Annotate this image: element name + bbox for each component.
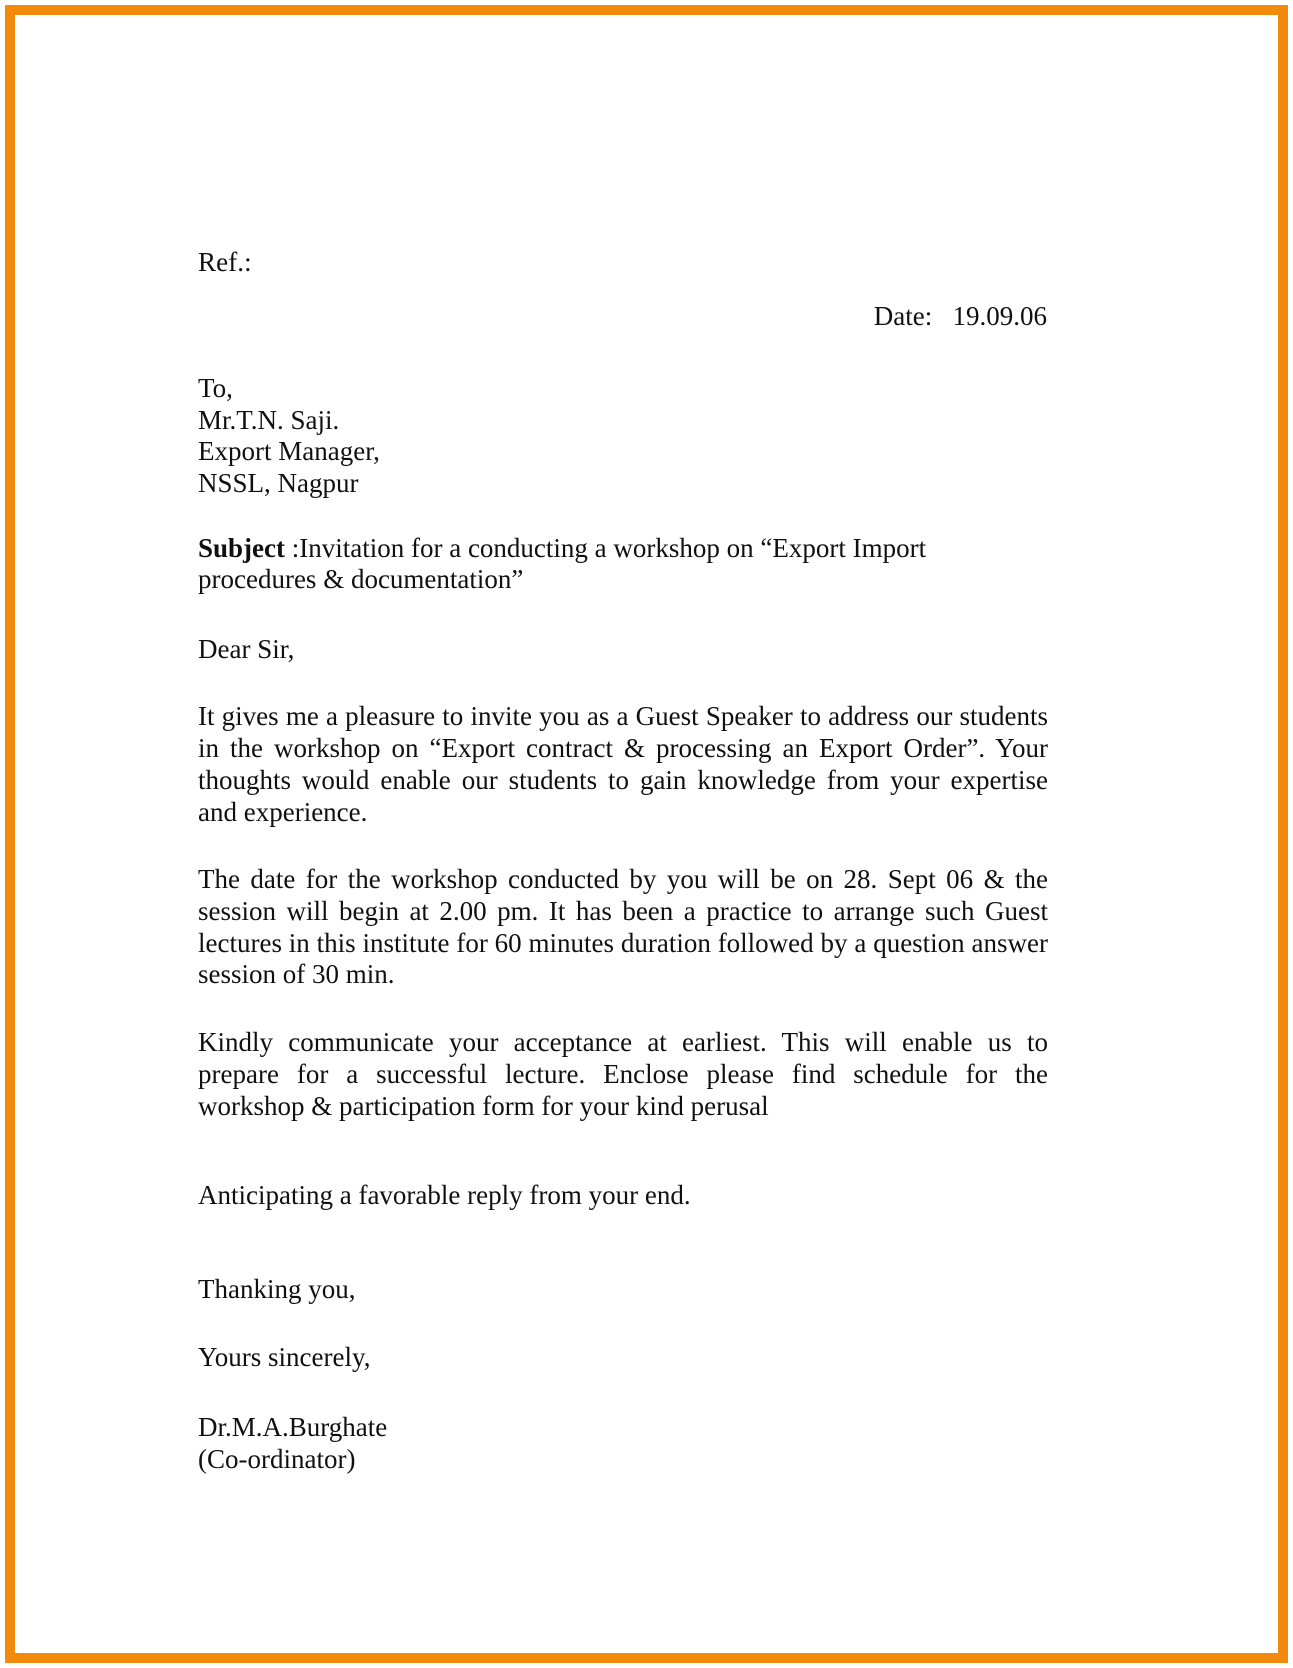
subject-label: Subject <box>198 533 285 564</box>
body-paragraph-1: It gives me a pleasure to invite you as a Guest Speaker to address our students in the workshop on “Export contract & processing an Export Order”. Your thoughts would enable our students to gain knowledge from your expertise and experience. <box>198 701 1048 827</box>
recipient-designation: Export Manager, <box>198 436 380 467</box>
subject-line <box>198 533 988 595</box>
subject-text: :Invitation for a conducting a workshop on “Export Import procedures & documentation” <box>198 533 927 595</box>
recipient-name: Mr.T.N. Saji. <box>198 404 340 435</box>
signature-block <box>198 1412 1048 1476</box>
letter-sheet <box>15 15 1278 1653</box>
recipient-address-block <box>198 373 1048 500</box>
closing-thanking: Thanking you, <box>198 1273 356 1304</box>
recipient-to-label: To, <box>198 372 233 403</box>
signatory-name: Dr.M.A.Burghate <box>198 1411 388 1442</box>
salutation: Dear Sir, <box>198 633 295 664</box>
reference-line: Ref.: <box>198 247 252 277</box>
date-line <box>198 301 1048 333</box>
date-value: 19.09.06 <box>952 300 1047 331</box>
recipient-organization: NSSL, Nagpur <box>198 468 359 499</box>
body-paragraph-3: Kindly communicate your acceptance at earliest. This will enable us to prepare for a successful lecture. Enclose please find schedule for the workshop & participation form for your kind perusal <box>198 1027 1048 1121</box>
letter-content <box>198 247 1048 1475</box>
date-label: Date: <box>873 300 933 331</box>
body-paragraph-2: The date for the workshop conducted by you will be on 28. Sept 06 & the session will begin at 2.00 pm. It has been a practice to arrange such Guest lectures in this institute for 60 minutes duration followed by a question answer session of 30 min. <box>198 864 1048 990</box>
closing-yours-sincerely: Yours sincerely, <box>198 1341 371 1372</box>
anticipation-line: Anticipating a favorable reply from your end. <box>198 1180 691 1211</box>
signatory-title: (Co-ordinator) <box>198 1443 356 1474</box>
